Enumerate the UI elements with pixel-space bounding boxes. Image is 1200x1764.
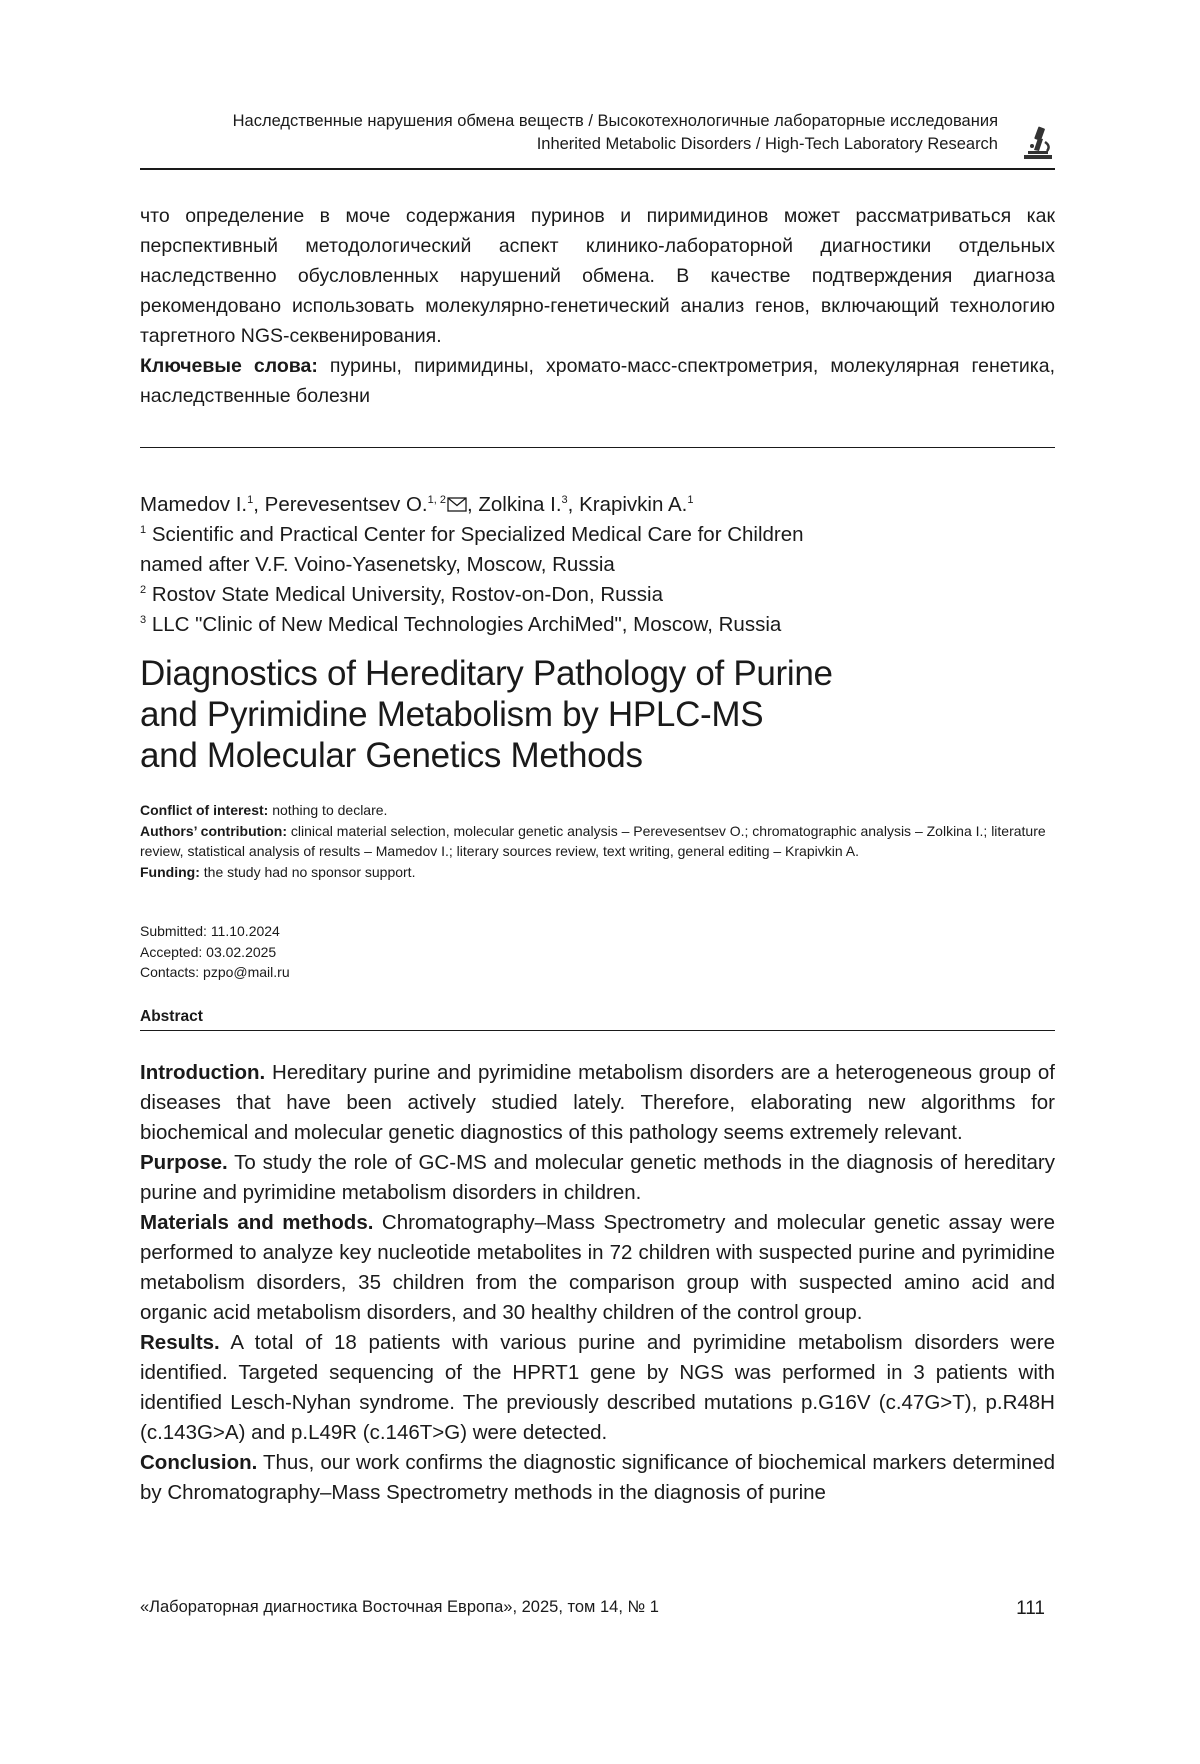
affiliation-number: 1	[140, 524, 147, 536]
conclusion-label: Conclusion.	[140, 1451, 258, 1474]
author-name: Perevesentsev O.	[264, 493, 428, 516]
contribution-text: clinical material selection, molecular genetic analysis – Perevesentsev O.; chromatographic analysis – Zolkina I.; literature review, statistical analysis of results – Mamedov I.; literary sources review, text writing, general editing – Krapivkin A.	[140, 822, 1046, 859]
results-text: A total of 18 patients with various purine and pyrimidine metabolism disorders were identified. Targeted sequencing of the HPRT1 gene by NGS was performed in 3 patients with identified Lesch-Nyhan syndrome. The previously described mutations p.G16V (c.47G>T), p.R48H (c.143G>A) and p.L49R (c.146T>G) were detected.	[140, 1331, 1055, 1444]
abstract-methods	[140, 1208, 1055, 1328]
russian-abstract-text: что определение в моче содержания пуринов и пиримидинов может рассматриваться как перспективный методологический аспект клинико-лабораторной диагностики отдельных наследственно обусловленных нарушений обмена. В качестве подтверждения диагноза рекомендовано использовать молекулярно-генетический анализ генов, включающий технологию таргетного NGS-секвенирования.	[140, 205, 1055, 347]
affiliation-text: Rostov State Medical University, Rostov-on-Don, Russia	[151, 583, 663, 606]
conclusion-text: Thus, our work confirms the diagnostic significance of biochemical markers determined by Chromatography–Mass Spectrometry methods in the diagnosis of purine	[140, 1451, 1056, 1504]
title-line: and Molecular Genetics Methods	[140, 736, 643, 775]
affiliation-3	[140, 610, 1055, 640]
author-affiliation-mark: 3	[561, 494, 568, 506]
section-title-ru: Наследственные нарушения обмена веществ / Высокотехнологичные лабораторные исследования	[232, 112, 998, 130]
journal-citation: «Лабораторная диагностика Восточная Европа», 2025, том 14, № 1	[140, 1598, 659, 1616]
abstract-conclusion	[140, 1448, 1055, 1508]
author-name: Krapivkin A.	[579, 493, 688, 516]
conflict-label: Conflict of interest:	[140, 802, 269, 818]
affiliation-text: Scientific and Practical Center for Specialized Medical Care for Children	[151, 523, 804, 546]
keywords-paragraph	[140, 351, 1055, 411]
submitted-date: Submitted: 11.10.2024	[140, 923, 280, 939]
article-dates	[140, 921, 290, 983]
running-header-text	[233, 110, 998, 156]
running-header	[140, 110, 1055, 170]
keywords-text: пурины, пиримидины, хромато-масс-спектрометрия, молекулярная генетика, наследственные болезни	[140, 355, 1055, 407]
funding	[140, 862, 1055, 883]
title-line: Diagnostics of Hereditary Pathology of Purine	[140, 654, 833, 693]
introduction-label: Introduction.	[140, 1061, 266, 1084]
abstract-body	[140, 1058, 1055, 1508]
abstract-introduction	[140, 1058, 1055, 1148]
section-title-en: Inherited Metabolic Disorders / High-Tech Laboratory Research	[536, 135, 998, 153]
author-affiliation-mark: 1	[247, 494, 254, 506]
author-affiliation-mark: 1, 2	[427, 494, 446, 506]
contribution-label: Authors’ contribution:	[140, 822, 287, 839]
contacts: Contacts: pzpo@mail.ru	[140, 964, 290, 980]
methods-text: Chromatography–Mass Spectrometry and molecular genetic assay were performed to analyze key nucleotide metabolites in 72 children with suspected purine and pyrimidine metabolism disorders, 35 children from the comparison group with suspected amino acid and organic acid metabolism disorders, and 30 healthy children of the control group.	[140, 1211, 1055, 1324]
affiliation-1	[140, 520, 1055, 550]
conflict-of-interest	[140, 800, 1055, 821]
conflict-text: nothing to declare.	[272, 802, 388, 818]
authors-contribution	[140, 821, 1055, 862]
purpose-label: Purpose.	[140, 1151, 228, 1174]
funding-label: Funding:	[140, 863, 200, 880]
page-number: 111	[1016, 1598, 1045, 1619]
affiliation-number: 3	[140, 614, 147, 626]
introduction-text: Hereditary purine and pyrimidine metabolism disorders are a heterogeneous group of diseases that have been actively studied lately. Therefore, elaborating new algorithms for biochemical and molecular genetic diagnostics of this pathology seems extremely relevant.	[140, 1061, 1056, 1144]
author-name: Zolkina I.	[478, 493, 562, 516]
title-line: and Pyrimidine Metabolism by HPLC-MS	[140, 695, 764, 734]
methods-label: Materials and methods.	[140, 1211, 374, 1234]
envelope-icon	[447, 497, 467, 512]
funding-text: the study had no sponsor support.	[203, 863, 416, 880]
purpose-text: To study the role of GC-MS and molecular genetic methods in the diagnosis of hereditary purine and pyrimidine metabolism disorders in children.	[140, 1151, 1055, 1204]
abstract-results	[140, 1328, 1055, 1448]
author-list: Mamedov I.$^1$, Perevesentsev O.$^{1, 2}$ , Zolkina I.$^3$, Krapivkin A.$^1$	[140, 493, 694, 516]
accepted-date: Accepted: 03.02.2025	[140, 943, 277, 960]
author-affiliation-mark: 1	[687, 494, 694, 506]
microscope-icon	[1021, 124, 1055, 160]
abstract-heading-rule	[140, 1008, 1055, 1031]
affiliation-2	[140, 580, 1055, 610]
article-title	[140, 653, 1055, 776]
section-divider	[140, 447, 1055, 448]
article-meta	[140, 800, 1055, 882]
affiliation-1-continued: named after V.F. Voino-Yasenetsky, Moscow, Russia	[140, 553, 615, 576]
author-block	[140, 490, 1055, 640]
keywords-label: Ключевые слова:	[140, 355, 318, 377]
affiliation-number: 2	[140, 584, 147, 596]
results-label: Results.	[140, 1331, 220, 1354]
abstract-purpose	[140, 1148, 1055, 1208]
journal-page	[140, 0, 1055, 1764]
abstract-heading: Abstract	[140, 1008, 207, 1025]
russian-abstract-continuation	[140, 201, 1055, 411]
affiliation-text: LLC "Clinic of New Medical Technologies ArchiMed", Moscow, Russia	[151, 613, 782, 636]
author-name: Mamedov I.	[140, 493, 248, 516]
